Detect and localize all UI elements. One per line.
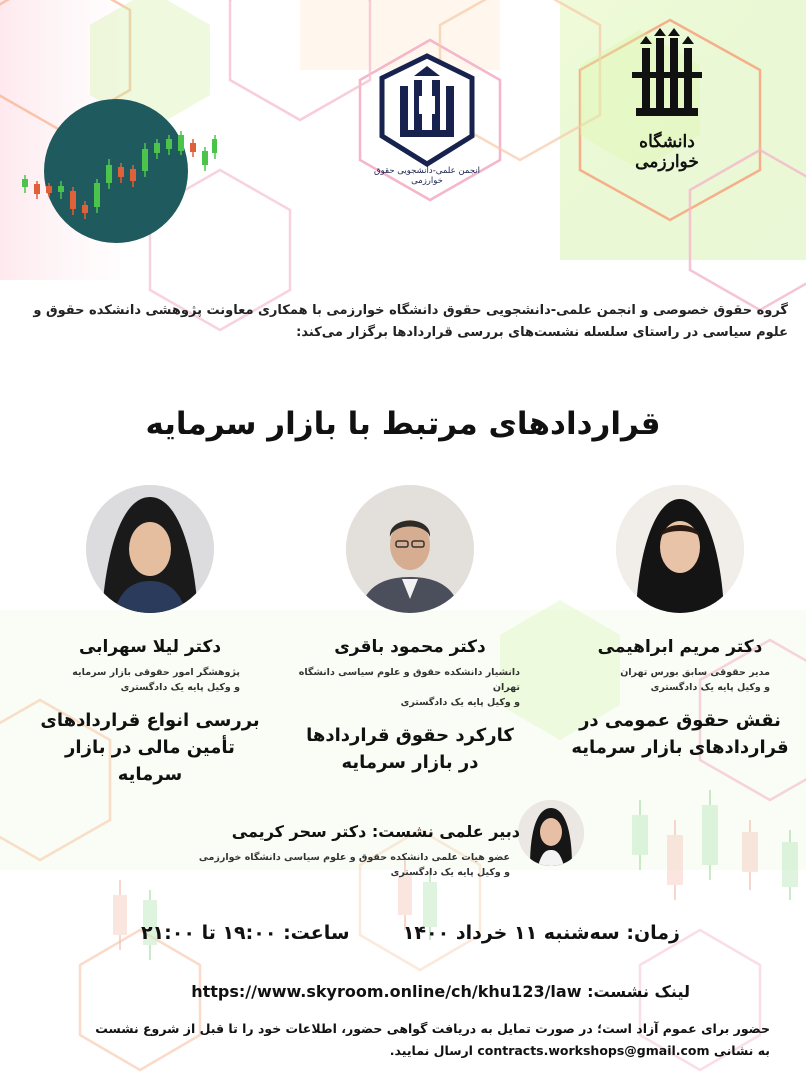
speaker-topic-line: نقش حقوق عمومی در <box>579 710 781 731</box>
note-prefix: به نشانی <box>713 1043 770 1058</box>
intro-text: گروه حقوق خصوصی و انجمن علمی-دانشجویی حقوق دانشگاه خوارزمی با همکاری معاونت پژوهشی دانشکده حقوق و علوم سیاسی در راستای سلسله نشست‌های بررسی قراردادها برگزار می‌کند: <box>33 303 788 340</box>
moderator-role-line: عضو هیات علمی دانشکده حقوق و علوم سیاسی دانشگاه خوارزمی <box>198 852 510 863</box>
speaker-topic <box>560 707 800 761</box>
schedule-date: زمان: سه‌شنبه ۱۱ خرداد ۱۴۰۰ <box>402 922 680 944</box>
speaker-role <box>560 665 800 695</box>
moderator-photo <box>518 800 584 866</box>
event-title: قراردادهای مرتبط با بازار سرمایه <box>145 406 661 442</box>
speaker-topic <box>290 722 530 776</box>
speaker-card-1 <box>560 485 800 761</box>
moderator-role <box>150 850 510 880</box>
speaker-card-2 <box>290 485 530 776</box>
speaker-topic <box>30 707 270 788</box>
schedule-time: ساعت: ۱۹:۰۰ تا ۲۱:۰۰ <box>140 922 350 944</box>
moderator-role-line: و وکیل پایه یک دادگستری <box>390 867 510 878</box>
association-logo <box>372 50 482 195</box>
speaker-role-line: پژوهشگر امور حقوقی بازار سرمایه <box>72 667 240 678</box>
speaker-photo <box>86 485 214 613</box>
speaker-role-line: دانشیار دانشکده حقوق و علوم سیاسی دانشگاه تهران <box>298 667 520 693</box>
contact-email-link[interactable]: contracts.workshops@gmail.com <box>477 1043 710 1058</box>
speaker-name: دکتر مریم ابراهیمی <box>597 637 763 657</box>
speaker-card-3 <box>30 485 270 788</box>
university-logo-text: دانشگاه خوارزمی <box>635 132 699 172</box>
session-link-url[interactable]: https://www.skyroom.online/ch/khu123/law <box>191 982 582 1001</box>
speaker-role-line: و وکیل پایه یک دادگستری <box>400 697 520 708</box>
speaker-topic-line: بررسی انواع قراردادهای <box>40 710 260 731</box>
schedule-row <box>120 922 680 944</box>
speaker-topic-line: کارکرد حقوق قراردادها <box>306 725 514 746</box>
attendance-note <box>40 1018 770 1062</box>
speaker-role-line: مدیر حقوقی سابق بورس تهران <box>620 667 770 678</box>
candlestick-chart-image <box>15 95 217 247</box>
association-logo-text: انجمن علمی-دانشجویی حقوق خوارزمی <box>374 166 480 186</box>
speaker-photo <box>616 485 744 613</box>
speaker-role <box>290 665 530 710</box>
session-link-row <box>130 982 690 1001</box>
speaker-name: دکتر محمود باقری <box>334 637 486 657</box>
session-link-label: لینک نشست: <box>587 982 690 1001</box>
speaker-photo <box>346 485 474 613</box>
attendance-note-line: حضور برای عموم آزاد است؛ در صورت تمایل به دریافت گواهی حضور، اطلاعات خود را تا قبل از شروع نشست <box>95 1021 770 1036</box>
speaker-topic-line: در بازار سرمایه <box>341 752 479 773</box>
note-suffix: ارسال نمایید. <box>389 1043 473 1058</box>
speaker-topic-line: قراردادهای بازار سرمایه <box>571 737 789 758</box>
attendance-note-line <box>40 1040 770 1062</box>
speaker-role-line: و وکیل پایه یک دادگستری <box>120 682 240 693</box>
university-logo <box>612 28 722 172</box>
speaker-role <box>30 665 270 695</box>
speaker-topic-line: تأمین مالی در بازار سرمایه <box>65 737 235 785</box>
speaker-role-line: و وکیل پایه یک دادگستری <box>650 682 770 693</box>
moderator-label: دبیر علمی نشست: دکتر سحر کریمی <box>231 822 520 841</box>
speaker-name: دکتر لیلا سهرابی <box>78 637 222 657</box>
